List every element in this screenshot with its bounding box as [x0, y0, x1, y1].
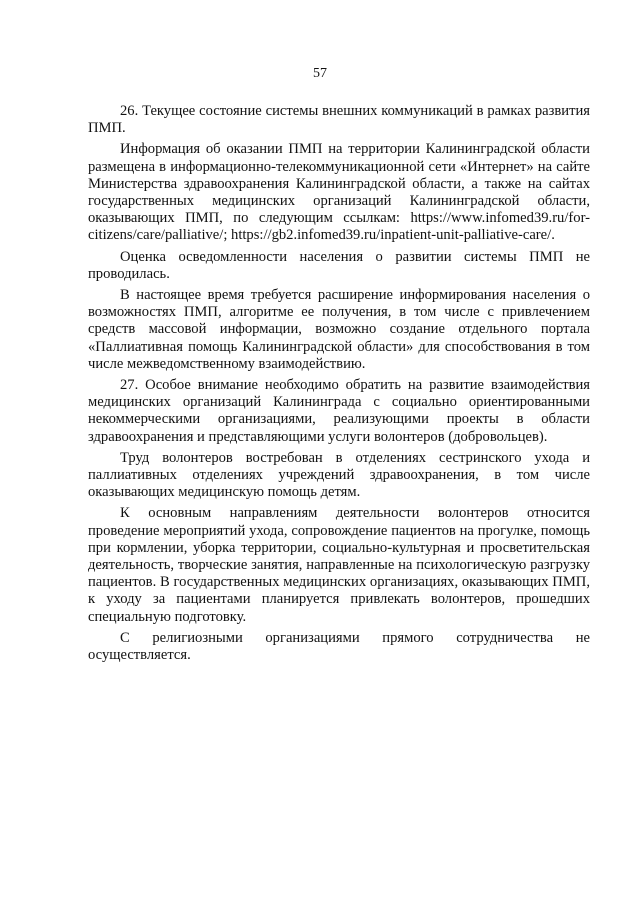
- paragraph-section-27-ngo-interaction: 27. Особое внимание необходимо обратить на развитие взаимодействия медицинских организаций Калининграда с социально ориентированными некоммерческими организациями, реализующими проекты в области здравоохранения и представляющими услуги волонтеров (добровольцев).: [88, 377, 590, 445]
- paragraph-information-placement: Информация об оказании ПМП на территории Калининградской области размещена в информационно-телекоммуникационной сети «Интернет» на сайте Министерства здравоохранения Калининградской области, а также на сайтах государственных медицинских организаций Калининградской области, оказывающих ПМП, по следующим ссылкам: https://www.infomed39.ru/for-citizens/care/palliative/; https://gb2.infomed39.ru/inpatient-unit-palliative-care/.: [88, 141, 590, 244]
- document-body: [88, 103, 590, 664]
- paragraph-volunteer-activities: К основным направлениям деятельности волонтеров относится проведение мероприятий ухода, сопровождение пациентов на прогулке, помощь при кормлении, уборка территории, социально-культурная и просветительская деятельность, творческие занятия, направленные на психологическую разгрузку пациентов. В государственных медицинских организациях, оказывающих ПМП, к уходу за пациентами планируется привлекать волонтеров, прошедших специальную подготовку.: [88, 505, 590, 625]
- paragraph-awareness-assessment: Оценка осведомленности населения о развитии системы ПМП не проводилась.: [88, 248, 590, 282]
- page-number: 57: [313, 66, 327, 81]
- paragraph-informing-expansion: В настоящее время требуется расширение информирования населения о возможностях ПМП, алгоритме ее получения, в том числе с привлечением средств массовой информации, возможно создание отдельного портала «Паллиативная помощь Калининградской области» для способствования в том числе межведомственному взаимодействию.: [88, 287, 590, 372]
- paragraph-volunteer-demand: Труд волонтеров востребован в отделениях сестринского ухода и паллиативных отделениях учреждений здравоохранения, в том числе оказывающих медицинскую помощь детям.: [88, 449, 590, 501]
- paragraph-religious-organizations: С религиозными организациями прямого сотрудничества не осуществляется.: [88, 629, 590, 664]
- paragraph-section-26-heading: 26. Текущее состояние системы внешних коммуникаций в рамках развития ПМП.: [88, 103, 590, 137]
